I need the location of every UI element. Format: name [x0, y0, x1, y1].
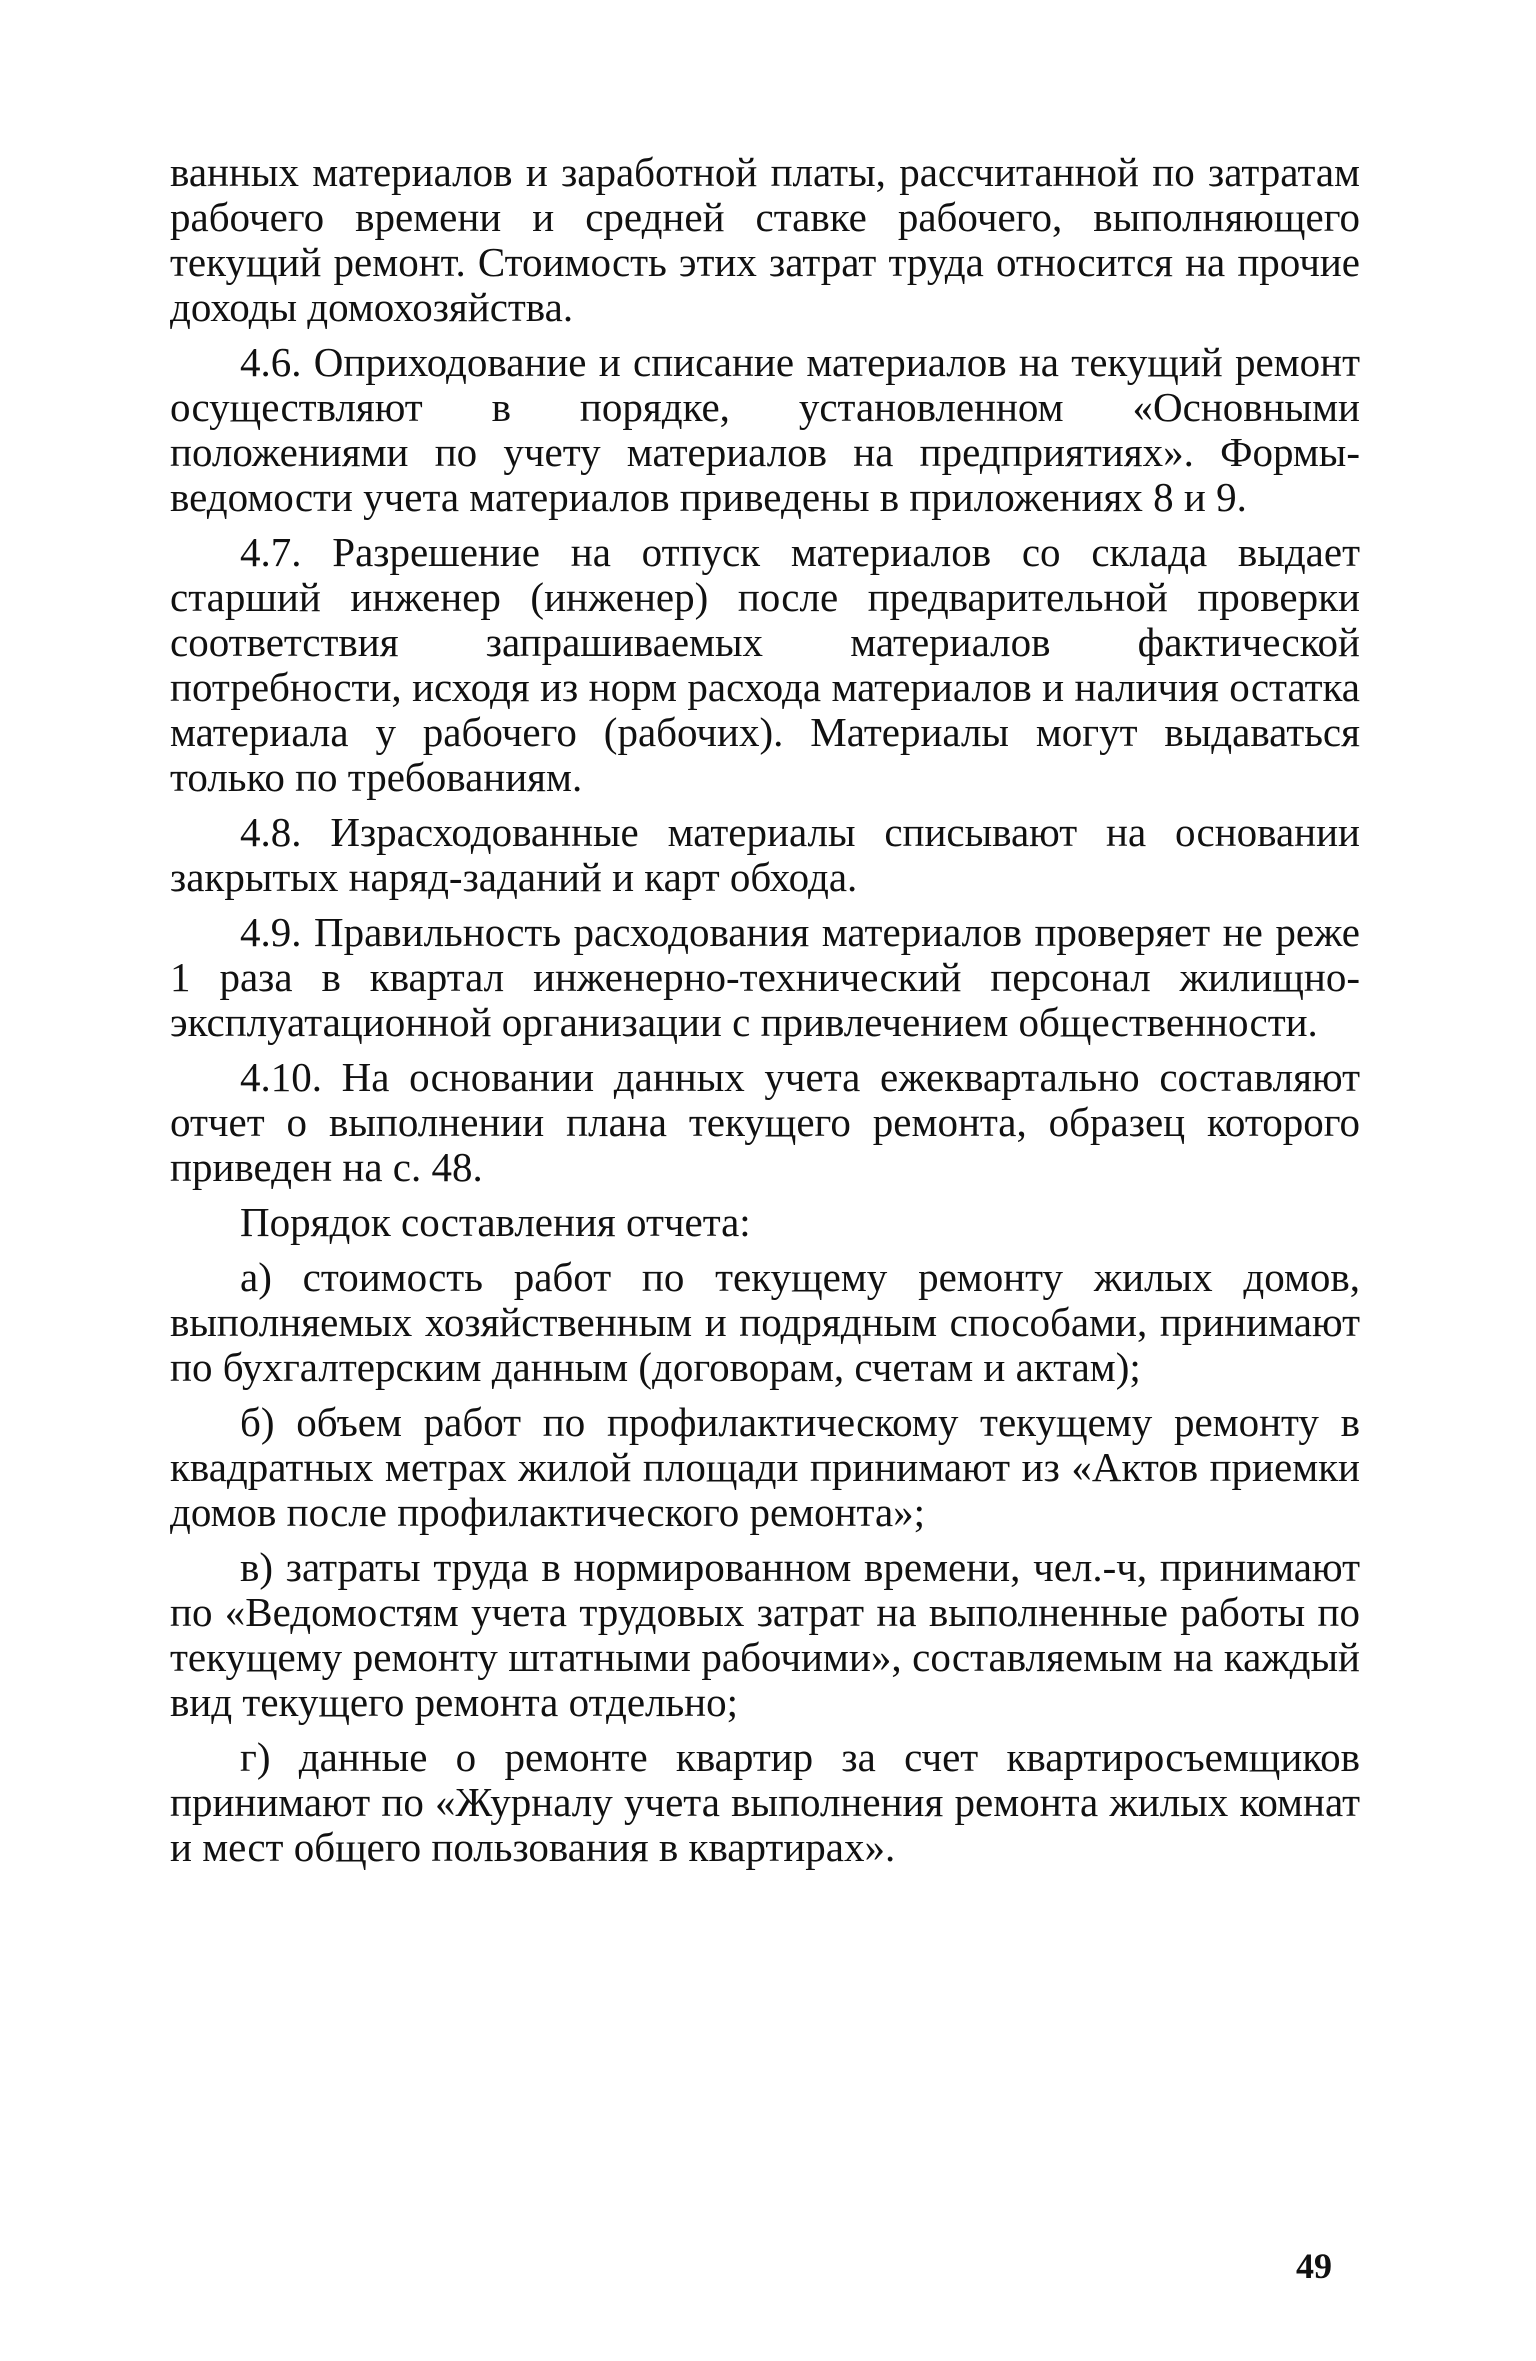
paragraph-report-order: Порядок составления отчета: — [240, 1199, 751, 1245]
document-body — [170, 150, 1360, 1880]
paragraph-4-9: 4.9. Правильность расходования материалов проверяет не реже 1 раза в квартал инженерно-технический персонал жилищно-эксплуатационной организации с привлечением общественности. — [170, 909, 1360, 1045]
list-item-v: в) затраты труда в нормированном времени, чел.-ч, принимают по «Ведомостям учета трудовых затрат на выполненные работы по текущему ремонту штатными рабочими», составляемым на каждый вид текущего ремонта отдельно; — [170, 1544, 1360, 1725]
paragraph-4-7: 4.7. Разрешение на отпуск материалов со склада выдает старший инженер (инженер) после предварительной проверки соответствия запрашиваемых материалов фактической потребности, исходя из норм расхода материалов и наличия остатка материала у рабочего (рабочих). Материалы могут выдаваться только по требованиям. — [170, 529, 1360, 800]
page-number: 49 — [1296, 2246, 1332, 2286]
list-item-a: а) стоимость работ по текущему ремонту жилых домов, выполняемых хозяйственным и подрядным способами, принимают по бухгалтерским данным (договорам, счетам и актам); — [170, 1254, 1360, 1390]
list-item-g: г) данные о ремонте квартир за счет квартиросъемщиков принимают по «Журналу учета выполнения ремонта жилых комнат и мест общего пользования в квартирах». — [170, 1734, 1360, 1870]
paragraph-continuation: ванных материалов и заработной платы, рассчитанной по затратам рабочего времени и средней ставке рабочего, выполняющего текущий ремонт. Стоимость этих затрат труда относится на прочие доходы домохозяйства. — [170, 149, 1360, 330]
paragraph-4-6: 4.6. Оприходование и списание материалов на текущий ремонт осуществляют в порядке, установленном «Основными положениями по учету материалов на предприятиях». Формы-ведомости учета материалов приведены в приложениях 8 и 9. — [170, 339, 1360, 520]
list-item-b: б) объем работ по профилактическому текущему ремонту в квадратных метрах жилой площади принимают из «Актов приемки домов после профилактического ремонта»; — [170, 1399, 1360, 1535]
paragraph-4-10: 4.10. На основании данных учета ежеквартально составляют отчет о выполнении плана текущего ремонта, образец которого приведен на с. 48. — [170, 1054, 1360, 1190]
paragraph-4-8: 4.8. Израсходованные материалы списывают на основании закрытых наряд-заданий и карт обхода. — [170, 809, 1360, 900]
